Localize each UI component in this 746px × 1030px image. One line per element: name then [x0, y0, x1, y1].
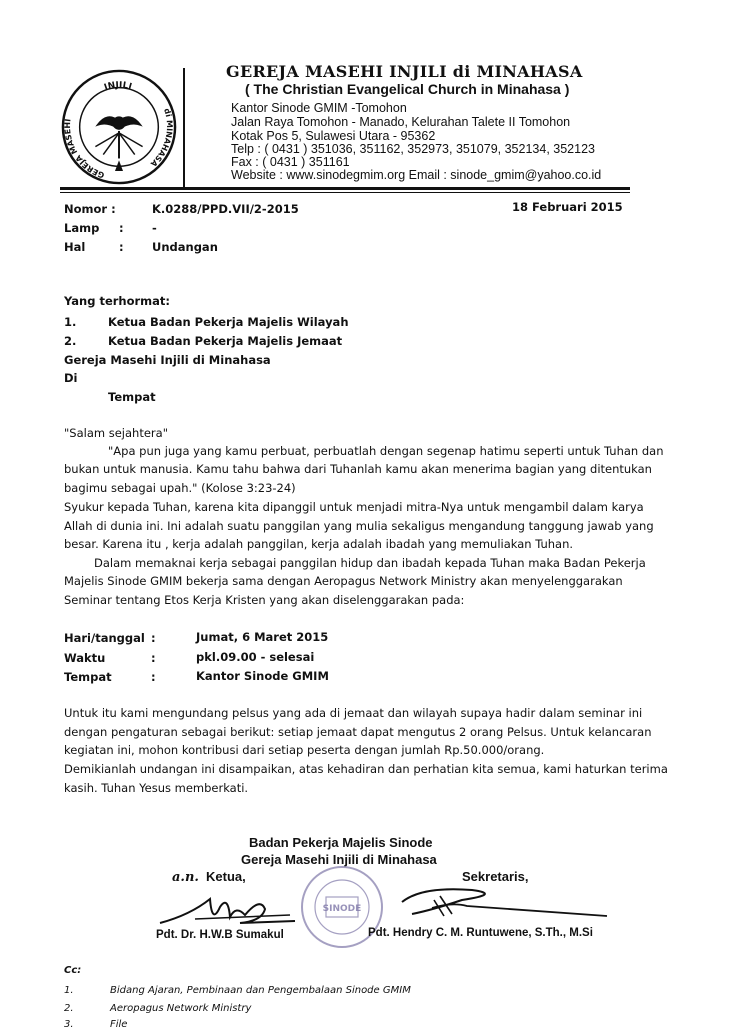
hal-colon: : — [119, 240, 124, 254]
cc-item-3: File — [110, 1019, 128, 1030]
p4-line-3: kegiatan ini, mohon kontribusi dari setiap peserta dengan jumlah Rp.50.000/orang. — [64, 743, 545, 757]
ketua-name: Pdt. Dr. H.W.B Sumakul — [156, 929, 284, 941]
p2-line-2: Allah di dunia ini. Ini adalah suatu panggilan yang mulia sekaligus mengandung tanggung jawab yang — [64, 519, 654, 533]
greeting: Yang terhormat: — [64, 294, 171, 308]
lamp-label: Lamp — [64, 221, 100, 235]
recipient-tempat: Tempat — [108, 390, 156, 404]
event-place-colon: : — [151, 670, 156, 684]
cc-item-2: Aeropagus Network Ministry — [110, 1003, 252, 1014]
org-name: GEREJA MASEHI INJILI di MINAHASA — [226, 62, 583, 81]
header-rule-thin — [60, 192, 630, 193]
verse-line-1: "Apa pun juga yang kamu perbuat, perbuatlah dengan segenap hatimu seperti untuk Tuhan dan — [108, 444, 664, 458]
lamp-value: - — [152, 221, 157, 235]
address-phone: Telp : ( 0431 ) 351036, 351162, 352973, 351079, 352134, 352123 — [231, 142, 595, 156]
event-time-label: Waktu — [64, 651, 106, 665]
lamp-colon: : — [119, 221, 124, 235]
ketua-prefix: a.n. — [172, 870, 199, 885]
svg-text:di MINAHASA — [148, 107, 174, 169]
cc-item-2-num: 2. — [64, 1003, 74, 1014]
p2-line-3: besar. Karena itu , kerja adalah panggilan, kerja adalah ibadah yang memuliakan Tuhan. — [64, 537, 574, 551]
address-line-1: Kantor Sinode GMIM -Tomohon — [231, 101, 407, 115]
signature-body-line-2: Gereja Masehi Injili di Minahasa — [241, 852, 437, 867]
cc-item-3-num: 3. — [64, 1019, 74, 1030]
p4-line-5: kasih. Tuhan Yesus memberkati. — [64, 781, 249, 795]
verse-line-3: bagimu sebagai upah." (Kolose 3:23-24) — [64, 481, 296, 495]
recipient-org: Gereja Masehi Injili di Minahasa — [64, 353, 271, 367]
hal-value: Undangan — [152, 240, 218, 254]
event-time-value: pkl.09.00 - selesai — [196, 650, 315, 664]
p3-line-1: Dalam memaknai kerja sebagai panggilan hidup dan ibadah kepada Tuhan maka Badan Pekerja — [94, 556, 646, 570]
gmim-logo — [60, 68, 178, 186]
hal-label: Hal — [64, 240, 86, 254]
address-fax: Fax : ( 0431 ) 351161 — [231, 155, 350, 169]
logo-text-right: di MINAHASA — [148, 107, 175, 169]
p3-line-3: Seminar tentang Etos Kerja Kristen yang akan diselenggarakan pada: — [64, 593, 465, 607]
event-place-label: Tempat — [64, 670, 112, 684]
org-name-english: ( The Christian Evangelical Church in Minahasa ) — [245, 81, 570, 97]
p4-line-4: Demikianlah undangan ini disampaikan, atas kehadiran dan perhatian kita semua, kami haturkan terima — [64, 762, 668, 776]
address-line-3: Kotak Pos 5, Sulawesi Utara - 95362 — [231, 129, 436, 143]
event-date-value: Jumat, 6 Maret 2015 — [196, 630, 329, 644]
cc-item-1-num: 1. — [64, 985, 74, 996]
verse-line-2: bukan untuk manusia. Kamu tahu bahwa dari Tuhanlah kamu akan menerima bagian yang ditentukan — [64, 462, 652, 476]
address-line-2: Jalan Raya Tomohon - Manado, Kelurahan Talete II Tomohon — [231, 115, 571, 129]
p2-line-1: Syukur kepada Tuhan, karena kita dipanggil untuk menjadi mitra-Nya untuk mengambil dalam karya — [64, 500, 644, 514]
sekretaris-name: Pdt. Hendry C. M. Runtuwene, S.Th., M.Si — [368, 927, 593, 939]
address-web-email: Website : www.sinodegmim.org Email : sinode_gmim@yahoo.co.id — [231, 168, 602, 182]
ketua-label: Ketua, — [206, 869, 246, 884]
stamp-text: SINODE — [322, 904, 362, 914]
nomor-label: Nomor : — [64, 202, 116, 216]
logo-text-top: INJILI — [102, 80, 133, 94]
p4-line-1: Untuk itu kami mengundang pelsus yang ada di jemaat dan wilayah supaya hadir dalam seminar ini — [64, 706, 643, 720]
letter-date: 18 Februari 2015 — [512, 200, 623, 214]
p3-line-2: Majelis Sinode GMIM bekerja sama dengan Aeropagus Network Ministry akan menyelenggarakan — [64, 574, 623, 588]
nomor-value: K.0288/PPD.VII/2-2015 — [152, 202, 299, 216]
event-date-label: Hari/tanggal — [64, 631, 145, 645]
header-rule-thick — [60, 187, 630, 190]
recipient-1: Ketua Badan Pekerja Majelis Wilayah — [108, 315, 349, 329]
event-time-colon: : — [151, 651, 156, 665]
recipient-1-num: 1. — [64, 315, 77, 329]
recipient-2-num: 2. — [64, 334, 77, 348]
svg-text:INJILI — [103, 81, 133, 93]
event-place-value: Kantor Sinode GMIM — [196, 669, 329, 683]
recipient-2: Ketua Badan Pekerja Majelis Jemaat — [108, 334, 343, 348]
cc-label: Cc: — [64, 965, 82, 976]
sekretaris-label: Sekretaris, — [462, 869, 529, 884]
signature-body-line-1: Badan Pekerja Majelis Sinode — [249, 835, 433, 850]
sekretaris-signature — [392, 880, 612, 925]
ketua-signature — [150, 885, 300, 930]
event-date-colon: : — [151, 631, 156, 645]
salam: "Salam sejahtera" — [64, 426, 168, 440]
recipient-di: Di — [64, 371, 78, 385]
logo-text-left: GEREJA MASEHI — [63, 118, 106, 180]
cc-item-1: Bidang Ajaran, Pembinaan dan Pengembalaan Sinode GMIM — [110, 985, 411, 996]
header-divider — [183, 68, 185, 188]
p4-line-2: dengan pengaturan sebagai berikut: setiap jemaat dapat mengutus 2 orang Pelsus. Untuk kelancaran — [64, 725, 652, 739]
